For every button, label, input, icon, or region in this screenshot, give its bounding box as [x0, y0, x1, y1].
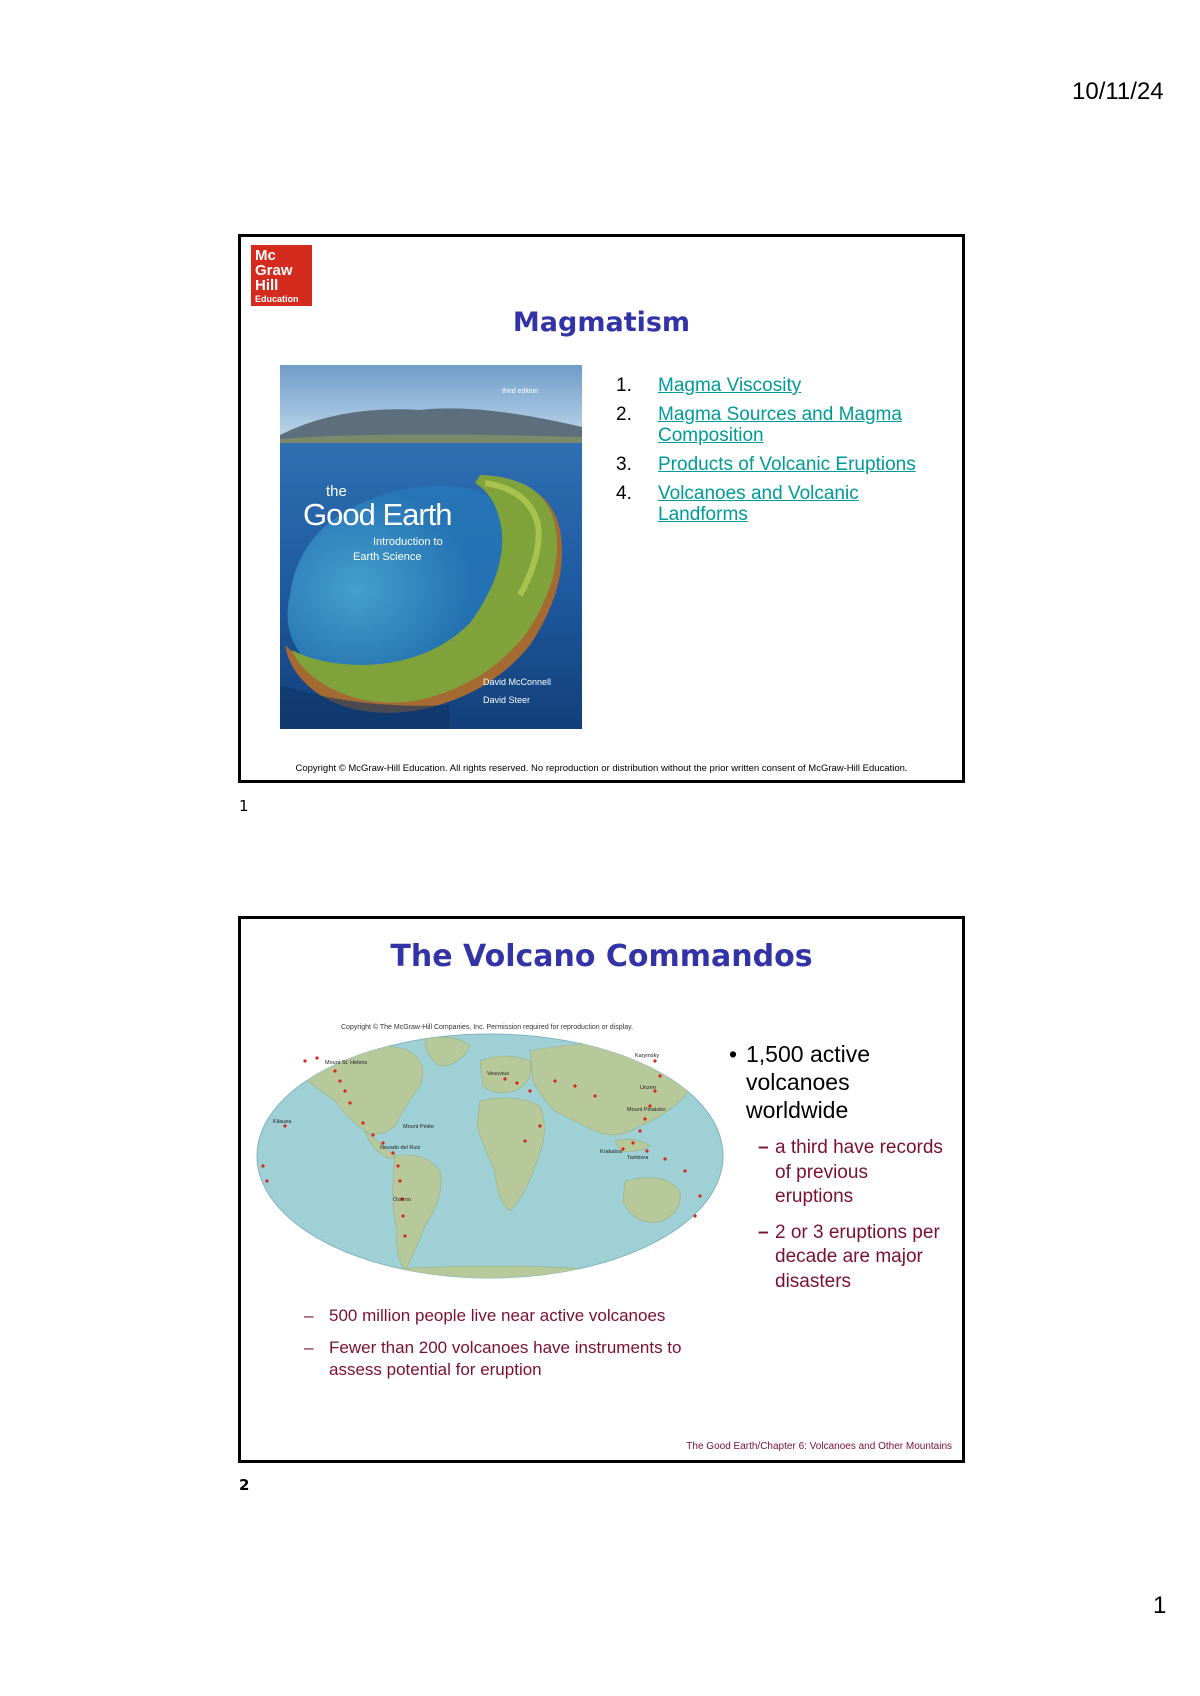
- lower-bullet-item: [304, 1305, 729, 1327]
- cover-the: the: [326, 483, 347, 500]
- bullet-dash: –: [304, 1338, 314, 1357]
- slide-2-title: The Volcano Commandos: [390, 939, 813, 974]
- logo-line-3: Hill: [255, 277, 279, 294]
- slide-2-number: 2: [239, 1476, 250, 1494]
- logo-line-1: Mc: [255, 247, 276, 264]
- topic-number: 1.: [616, 375, 632, 396]
- map-label-kilauea: Kilauea: [273, 1119, 292, 1125]
- slide-1-copyright: Copyright © McGraw-Hill Education. All rights reserved. No reproduction or distribution without the prior written consent of McGraw-Hill Education.: [295, 763, 908, 774]
- map-label-vesuvius: Vesuvius: [487, 1071, 510, 1077]
- map-label-pinatubo: Mount Pinatubo: [627, 1107, 666, 1113]
- map-label-karymsky: Karymsky: [635, 1053, 660, 1059]
- topic-link-volcanoes-landforms[interactable]: Volcanoes and Volcanic Landforms: [658, 483, 859, 525]
- topic-number: 3.: [616, 454, 632, 475]
- cover-author-1: David McConnell: [483, 677, 552, 687]
- sub-bullet-text: 2 or 3 eruptions per decade are major disasters: [775, 1221, 940, 1292]
- mcgraw-hill-logo: [251, 245, 312, 306]
- page-number: 1: [1153, 1592, 1167, 1619]
- cover-book-title: Good Earth: [303, 497, 452, 532]
- world-volcano-map: [255, 1031, 725, 1281]
- logo-line-4: Education: [255, 294, 299, 304]
- cover-edition: third edition: [502, 388, 539, 395]
- map-label-mt-pelee: Mount Pelée: [403, 1124, 434, 1130]
- bullet-dash: –: [304, 1306, 314, 1325]
- topic-item: [616, 375, 946, 396]
- topic-number: 2.: [616, 404, 632, 425]
- topic-item: [616, 483, 946, 525]
- cover-author-2: David Steer: [483, 695, 531, 705]
- cover-subtitle-2: Earth Science: [353, 551, 422, 563]
- topic-link-magma-viscosity[interactable]: Magma Viscosity: [658, 375, 802, 396]
- slide-1: [238, 234, 965, 783]
- lower-bullet-item: [304, 1337, 729, 1381]
- map-label-unzen: Unzen: [640, 1085, 656, 1091]
- sub-bullet-item: [758, 1136, 945, 1210]
- bullet-dash: –: [758, 1221, 769, 1243]
- topic-link-magma-sources[interactable]: Magma Sources and Magma Composition: [658, 404, 902, 446]
- map-copyright-caption: Copyright © The McGraw-Hill Companies, Inc. Permission required for reproduction or display.: [341, 1024, 634, 1031]
- topic-number: 4.: [616, 483, 632, 504]
- sub-bullet-text: a third have records of previous eruptions: [775, 1137, 943, 1207]
- sub-bullet-list: [758, 1136, 945, 1305]
- topic-link-products-of-eruptions[interactable]: Products of Volcanic Eruptions: [658, 454, 916, 475]
- slide-2: [238, 916, 965, 1463]
- slide-2-footer: The Good Earth/Chapter 6: Volcanoes and Other Mountains: [686, 1441, 952, 1452]
- lower-bullet-text: 500 million people live near active volcanoes: [329, 1306, 666, 1325]
- slide-1-title: Magmatism: [512, 307, 691, 338]
- map-label-tambora: Tambora: [627, 1155, 649, 1161]
- cover-subtitle-1: Introduction to: [373, 536, 443, 548]
- lower-bullet-list: [304, 1305, 729, 1391]
- bullet-dot: •: [729, 1041, 738, 1067]
- book-cover-image: [280, 365, 582, 729]
- main-bullet-text: 1,500 active volcanoes worldwide: [746, 1041, 871, 1123]
- topic-list: [616, 375, 946, 533]
- lower-bullet-text: Fewer than 200 volcanoes have instruments to assess potential for eruption: [329, 1338, 682, 1379]
- map-label-nevado: Nevado del Ruiz: [380, 1145, 421, 1151]
- logo-line-2: Graw: [255, 262, 293, 279]
- topic-item: [616, 404, 946, 446]
- topic-item: [616, 454, 946, 475]
- map-label-krakatoa: Krakatoa: [600, 1149, 623, 1155]
- map-label-mt-st-helens: Mount St. Helens: [325, 1060, 368, 1066]
- main-bullet: [729, 1040, 936, 1124]
- page-date: 10/11/24: [1072, 78, 1164, 105]
- map-label-osorno: Osorno: [393, 1197, 412, 1203]
- bullet-dash: –: [758, 1137, 769, 1158]
- sub-bullet-item: [758, 1221, 945, 1295]
- slide-1-number: 1: [239, 797, 249, 815]
